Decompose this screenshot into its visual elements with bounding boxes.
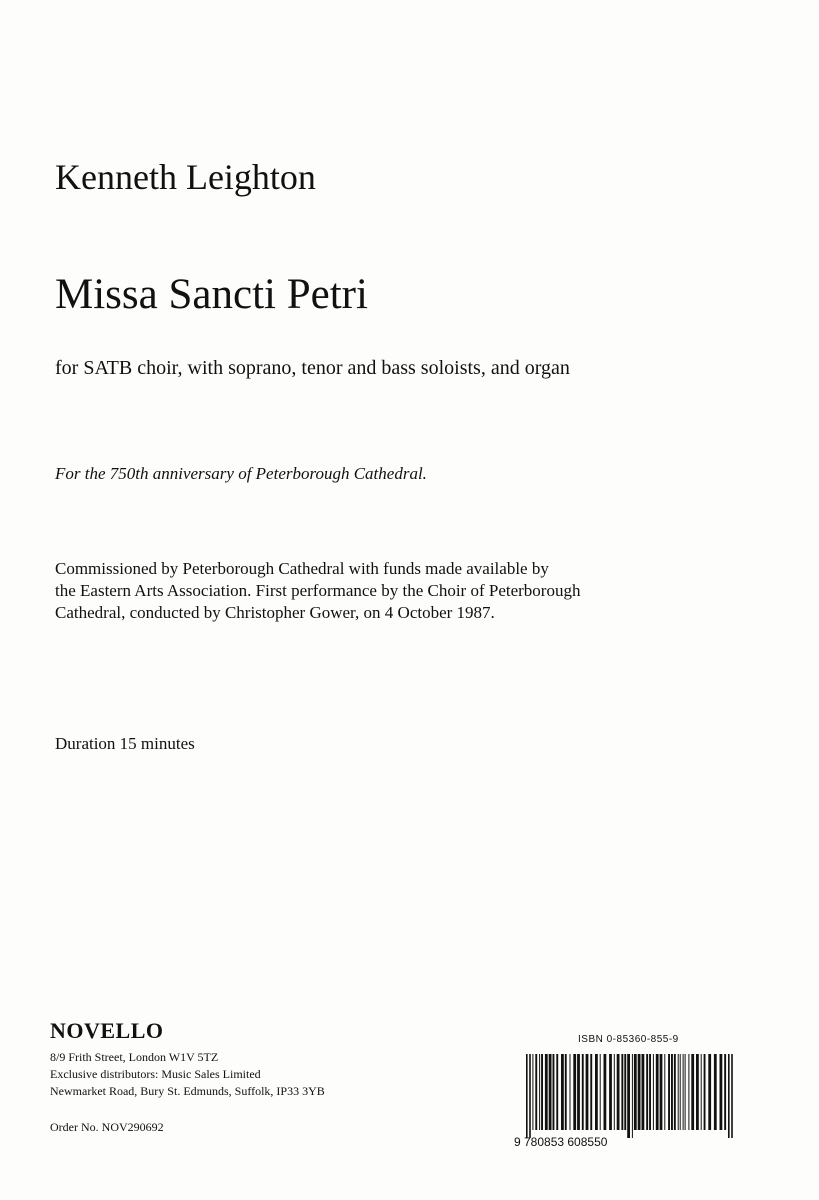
barcode-bar	[529, 1054, 531, 1138]
barcode-bar	[731, 1054, 733, 1138]
dedication-line: For the 750th anniversary of Peterborough Cathedral.	[55, 464, 427, 483]
barcode-bar	[532, 1054, 533, 1130]
barcode-bar	[724, 1054, 726, 1130]
barcode-bar	[728, 1054, 730, 1138]
barcode-bar	[653, 1054, 654, 1130]
barcode-digits: 9 780853 608550	[514, 1135, 608, 1149]
commission-line: Commissioned by Peterborough Cathedral with funds made available by	[55, 559, 549, 578]
work-title: Missa Sancti Petri	[55, 271, 368, 318]
barcode-bar	[565, 1054, 567, 1130]
isbn-label: ISBN 0-85360-855-9	[578, 1034, 679, 1045]
address-line: Exclusive distributors: Music Sales Limited	[50, 1067, 261, 1081]
barcode-bar	[600, 1054, 601, 1130]
barcode-bar	[714, 1054, 717, 1130]
barcode-bar	[573, 1054, 576, 1130]
barcode-bar	[678, 1054, 679, 1130]
barcode-bar	[570, 1054, 571, 1130]
barcode-bar	[617, 1054, 620, 1130]
barcode-bar	[660, 1054, 663, 1130]
barcode-bar	[691, 1054, 694, 1130]
address-line: Newmarket Road, Bury St. Edmunds, Suffolk, IP33 3YB	[50, 1084, 325, 1098]
barcode-bar	[683, 1054, 684, 1130]
publisher-address	[50, 1049, 325, 1100]
barcode-bar	[595, 1054, 598, 1130]
barcode-bar	[609, 1054, 612, 1130]
barcode-bar	[638, 1054, 641, 1130]
barcode	[512, 1050, 742, 1150]
barcode-bar	[539, 1054, 540, 1130]
barcode-bar	[708, 1054, 711, 1130]
barcode-bar	[668, 1054, 670, 1130]
duration-line: Duration 15 minutes	[55, 734, 195, 753]
barcode-bar	[614, 1054, 615, 1130]
commission-line: the Eastern Arts Association. First performance by the Choir of Peterborough	[55, 581, 581, 600]
barcode-bar	[621, 1054, 623, 1130]
barcode-bar	[685, 1054, 686, 1130]
barcode-bar	[553, 1054, 555, 1130]
barcode-bar	[632, 1054, 633, 1138]
barcode-bar	[526, 1054, 528, 1138]
barcode-bar	[545, 1054, 548, 1130]
barcode-bar	[586, 1054, 589, 1130]
barcode-bar	[634, 1054, 637, 1130]
barcode-bar	[704, 1054, 706, 1130]
barcode-bar	[590, 1054, 592, 1130]
publisher-name: NOVELLO	[50, 1018, 164, 1043]
barcode-bar	[701, 1054, 702, 1130]
scoring-line: for SATB choir, with soprano, tenor and bass soloists, and organ	[55, 357, 570, 379]
barcode-bar	[696, 1054, 699, 1130]
barcode-bar	[671, 1054, 673, 1130]
barcode-bar	[556, 1054, 558, 1130]
address-line: 8/9 Frith Street, London W1V 5TZ	[50, 1050, 219, 1064]
barcode-bar	[720, 1054, 723, 1130]
barcode-bar	[561, 1054, 564, 1130]
barcode-bar	[535, 1054, 537, 1130]
barcode-bar	[649, 1054, 651, 1130]
barcode-bar	[642, 1054, 645, 1130]
barcode-bar	[680, 1054, 681, 1130]
barcode-bar	[549, 1054, 552, 1130]
barcode-bar	[664, 1054, 665, 1130]
commission-line: Cathedral, conducted by Christopher Gower, on 4 October 1987.	[55, 603, 495, 622]
barcode-graphic	[512, 1050, 742, 1150]
barcode-bar	[582, 1054, 584, 1130]
barcode-bar	[627, 1054, 630, 1138]
commission-paragraph	[55, 558, 755, 624]
order-number: Order No. NOV290692	[50, 1120, 164, 1134]
barcode-bar	[541, 1054, 543, 1130]
composer-name: Kenneth Leighton	[55, 157, 316, 197]
barcode-bar	[656, 1054, 659, 1130]
barcode-bar	[646, 1054, 648, 1130]
barcode-bar	[577, 1054, 580, 1130]
barcode-bar	[604, 1054, 607, 1130]
barcode-bar	[624, 1054, 626, 1130]
barcode-bar	[674, 1054, 676, 1130]
barcode-bar	[688, 1054, 689, 1130]
